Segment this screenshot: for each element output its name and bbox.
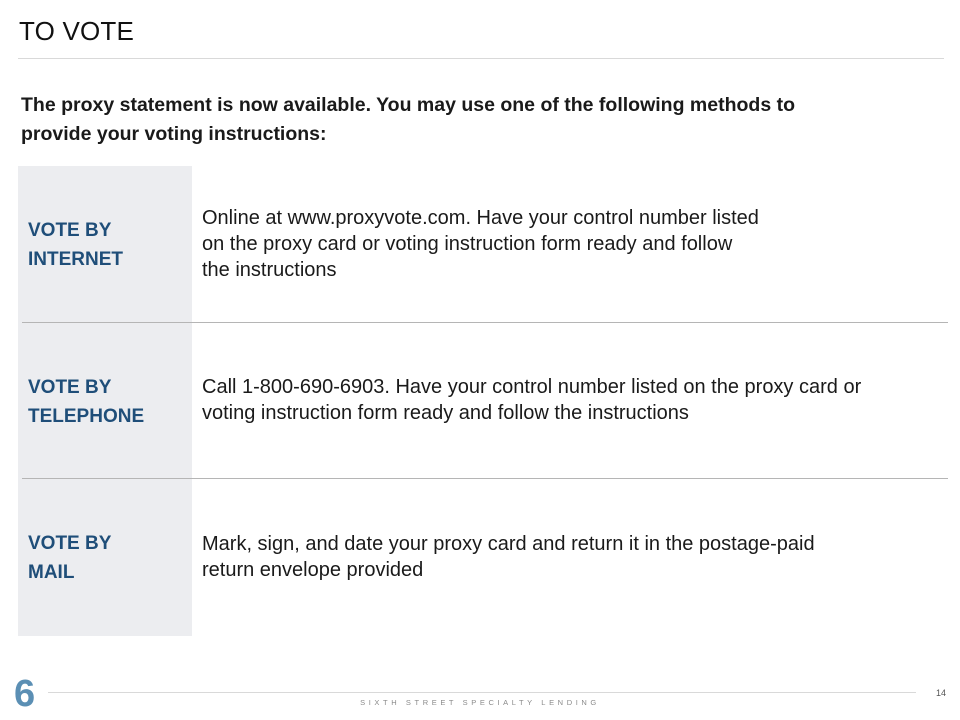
row-divider xyxy=(22,322,948,323)
vote-mail-description xyxy=(202,531,815,583)
label-line: INTERNET xyxy=(28,249,123,270)
page-title: TO VOTE xyxy=(19,16,135,46)
vote-internet-label xyxy=(28,216,188,274)
label-line: MAIL xyxy=(28,562,75,583)
description-line: the instructions xyxy=(202,259,337,281)
row-divider xyxy=(22,478,948,479)
footer-divider xyxy=(48,692,916,693)
vote-mail-label xyxy=(28,529,188,587)
vote-telephone-description xyxy=(202,374,861,426)
description-line: Online at www.proxyvote.com. Have your control number listed xyxy=(202,207,759,229)
intro-text xyxy=(21,91,901,149)
vote-internet-description xyxy=(202,205,759,283)
title-divider xyxy=(18,58,944,59)
description-line: return envelope provided xyxy=(202,559,424,581)
label-line: VOTE BY xyxy=(28,220,112,241)
label-line: VOTE BY xyxy=(28,377,112,398)
intro-line: The proxy statement is now available. You may use one of the following methods to xyxy=(21,94,795,116)
company-logo: 6 xyxy=(14,673,36,715)
description-line: Call 1-800-690-6903. Have your control number listed on the proxy card or xyxy=(202,376,862,398)
page-number: 14 xyxy=(935,688,946,698)
intro-line: provide your voting instructions: xyxy=(21,123,327,145)
description-line: Mark, sign, and date your proxy card and return it in the postage-paid xyxy=(202,533,815,555)
label-line: VOTE BY xyxy=(28,533,112,554)
label-line: TELEPHONE xyxy=(28,406,145,427)
footer-company-name: SIXTH STREET SPECIALTY LENDING xyxy=(360,698,600,707)
description-line: voting instruction form ready and follow the instructions xyxy=(202,402,689,424)
description-line: on the proxy card or voting instruction form ready and follow xyxy=(202,233,733,255)
vote-telephone-label xyxy=(28,373,188,431)
